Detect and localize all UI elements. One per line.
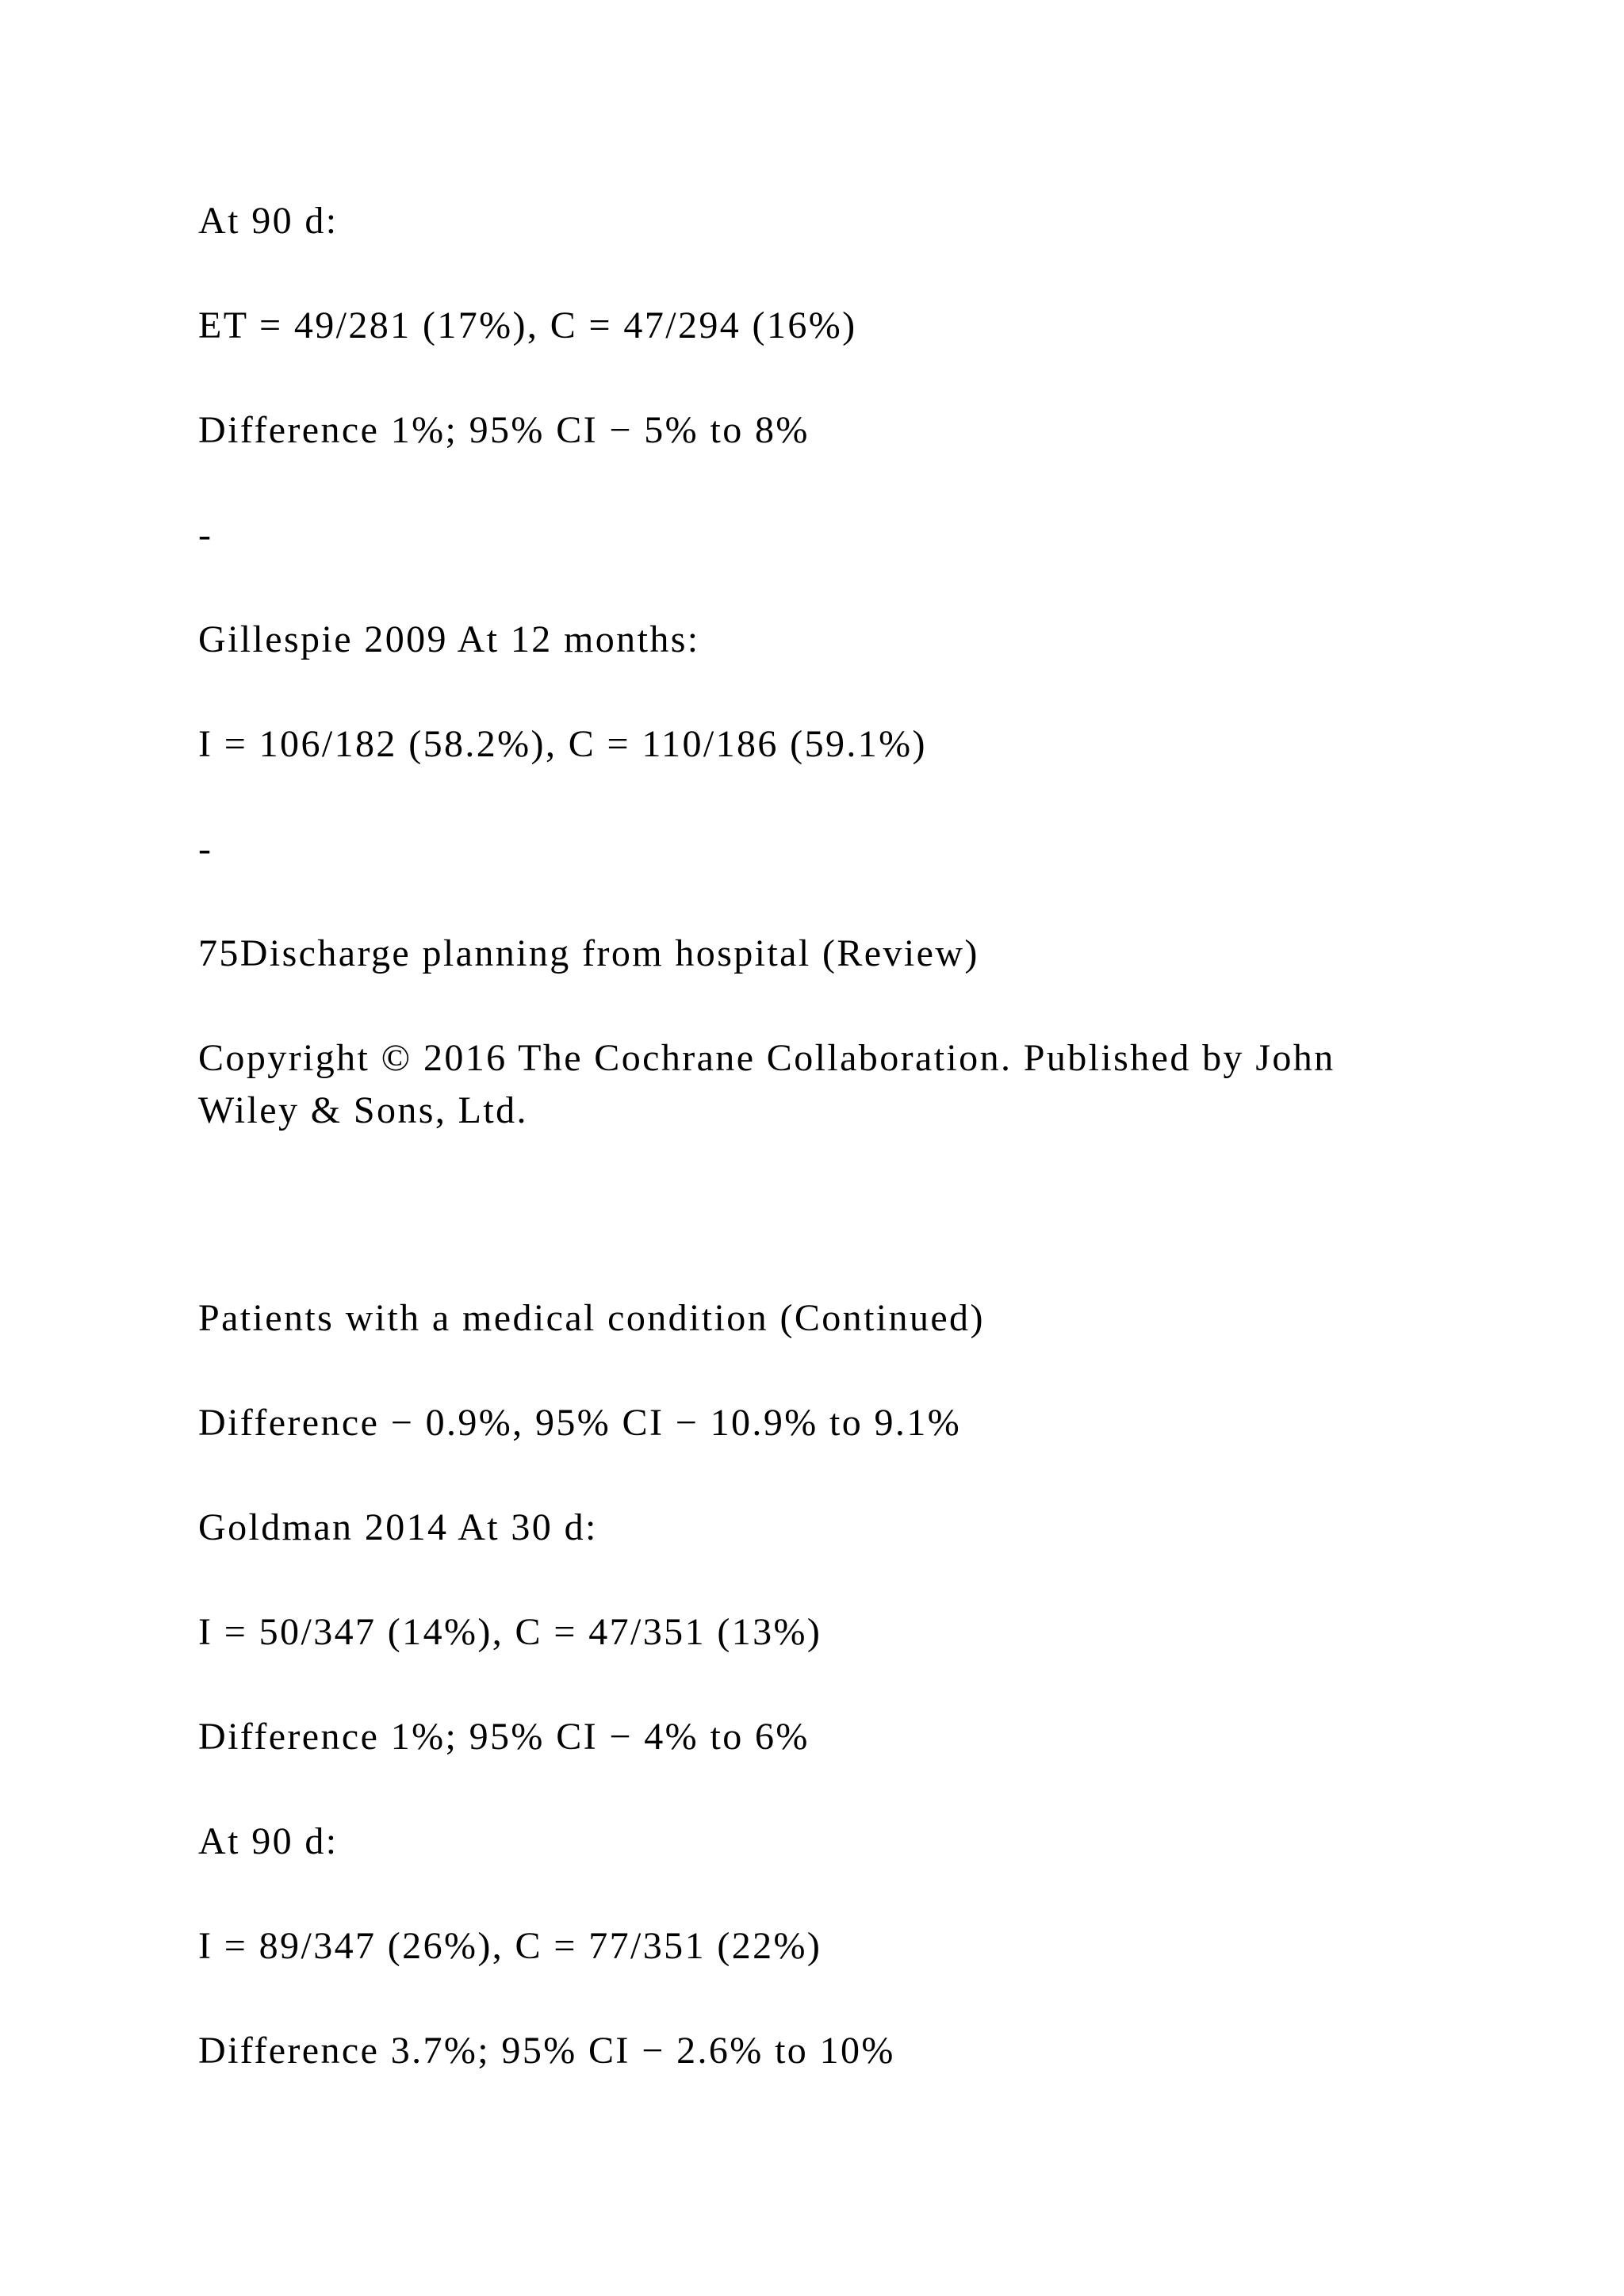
text-line-intervention-vs-control: I = 50/347 (14%), C = 47/351 (13%)	[198, 1611, 822, 1653]
text-line-intervention-vs-control: I = 106/182 (58.2%), C = 110/186 (59.1%)	[198, 723, 927, 765]
copyright-notice: Copyright © 2016 The Cochrane Collaboration. Published by John Wiley & Sons, Ltd.	[198, 1037, 1335, 1131]
text-line-at-90-days: At 90 d:	[198, 200, 339, 242]
text-line-at-90-days: At 90 d:	[198, 1820, 339, 1862]
text-line-gillespie-2009: Gillespie 2009 At 12 months:	[198, 618, 700, 660]
text-line-goldman-2014: Goldman 2014 At 30 d:	[198, 1506, 598, 1548]
text-line-intervention-vs-control: I = 89/347 (26%), C = 77/351 (22%)	[198, 1925, 822, 1967]
text-line-difference: Difference 1%; 95% CI − 5% to 8%	[198, 409, 810, 451]
section-heading-continued: Patients with a medical condition (Continued)	[198, 1297, 985, 1339]
text-line-difference: Difference 3.7%; 95% CI − 2.6% to 10%	[198, 2030, 895, 2072]
text-line-et-vs-control: ET = 49/281 (17%), C = 47/294 (16%)	[198, 304, 857, 346]
text-line-dash: -	[198, 514, 213, 556]
text-line-difference: Difference 1%; 95% CI − 4% to 6%	[198, 1716, 810, 1758]
text-line-difference: Difference − 0.9%, 95% CI − 10.9% to 9.1%	[198, 1402, 962, 1444]
running-footer-title: 75Discharge planning from hospital (Review)	[198, 932, 979, 974]
text-line-dash: -	[198, 828, 213, 870]
